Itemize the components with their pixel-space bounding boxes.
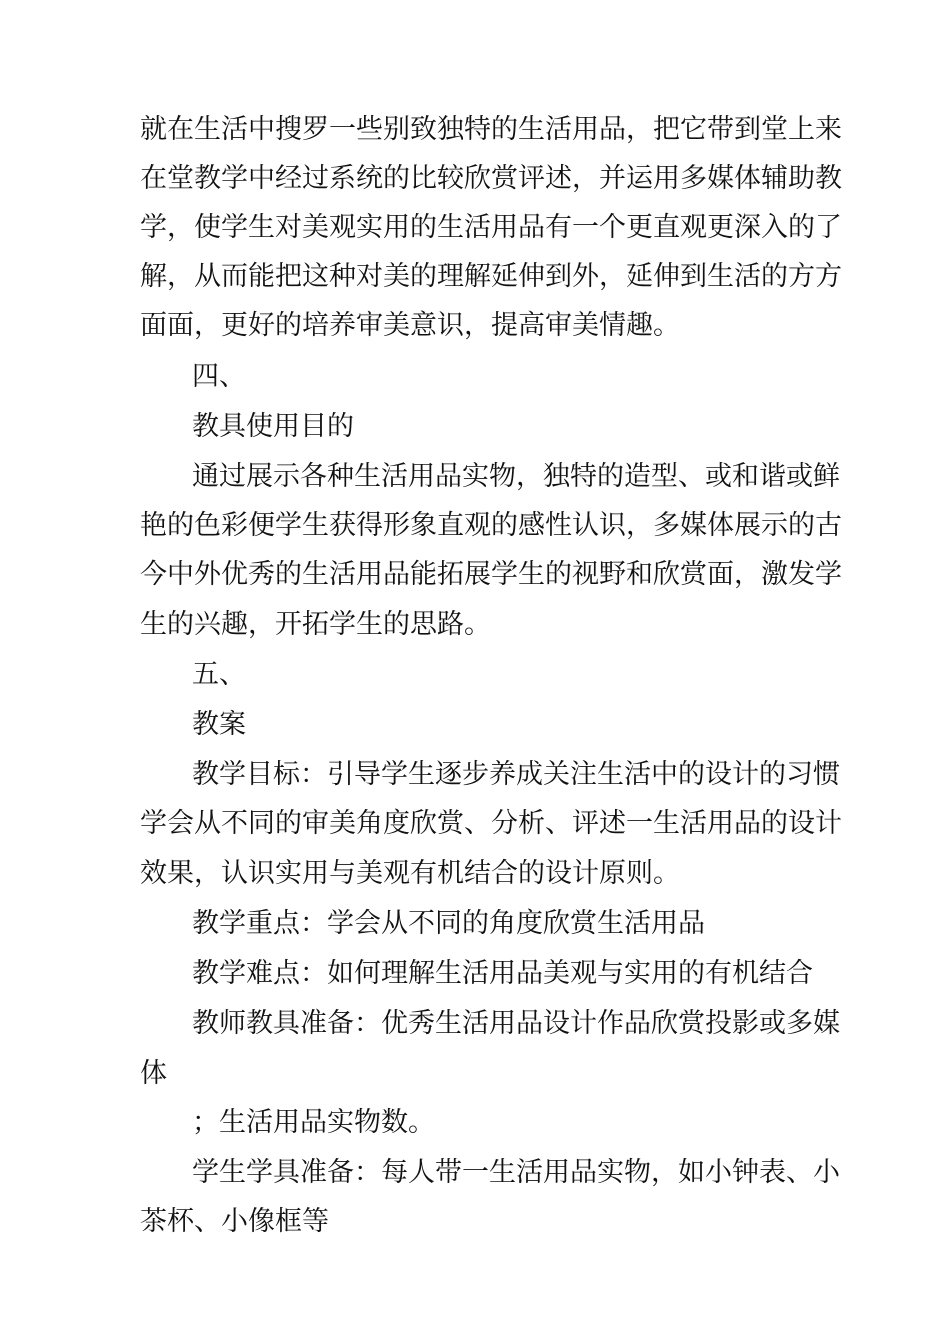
text-line: ；生活用品实物数。 xyxy=(192,1107,435,1138)
text-line: 艳的色彩便学生获得形象直观的感性认识，多媒体展示的古 xyxy=(140,510,842,541)
text-line: 教学难点：如何理解生活用品美观与实用的有机结合 xyxy=(192,958,813,989)
text-line: 学，使学生对美观实用的生活用品有一个更直观更深入的了 xyxy=(140,212,842,243)
text-line: 教学目标：引导学生逐步养成关注生活中的设计的习惯 xyxy=(192,759,840,790)
text-line: 效果，认识实用与美观有机结合的设计原则。 xyxy=(140,858,680,889)
section-heading: 教具使用目的 xyxy=(192,411,354,442)
text-line: 教师教具准备：优秀生活用品设计作品欣赏投影或多媒 xyxy=(192,1008,840,1039)
section-number: 五、 xyxy=(192,659,246,690)
section-heading: 教案 xyxy=(192,709,246,740)
section-number: 四、 xyxy=(192,361,246,392)
text-line: 在堂教学中经过系统的比较欣赏评述，并运用多媒体辅助教 xyxy=(140,163,842,194)
text-line: 生的兴趣，开拓学生的思路。 xyxy=(140,609,491,640)
text-line: 学会从不同的审美角度欣赏、分析、评述一生活用品的设计 xyxy=(140,808,842,839)
text-line: 茶杯、小像框等 xyxy=(140,1206,329,1237)
text-line: 教学重点：学会从不同的角度欣赏生活用品 xyxy=(192,908,705,939)
text-line: 就在生活中搜罗一些别致独特的生活用品，把它带到堂上来 xyxy=(140,114,842,145)
text-line: 今中外优秀的生活用品能拓展学生的视野和欣赏面，激发学 xyxy=(140,559,842,590)
text-line: 体 xyxy=(140,1058,167,1089)
text-line: 解，从而能把这种对美的理解延伸到外，延伸到生活的方方 xyxy=(140,261,842,292)
text-line: 面面，更好的培养审美意识，提高审美情趣。 xyxy=(140,310,680,341)
text-line: 学生学具准备：每人带一生活用品实物，如小钟表、小 xyxy=(192,1157,840,1188)
text-line: 通过展示各种生活用品实物，独特的造型、或和谐或鲜 xyxy=(192,461,840,492)
